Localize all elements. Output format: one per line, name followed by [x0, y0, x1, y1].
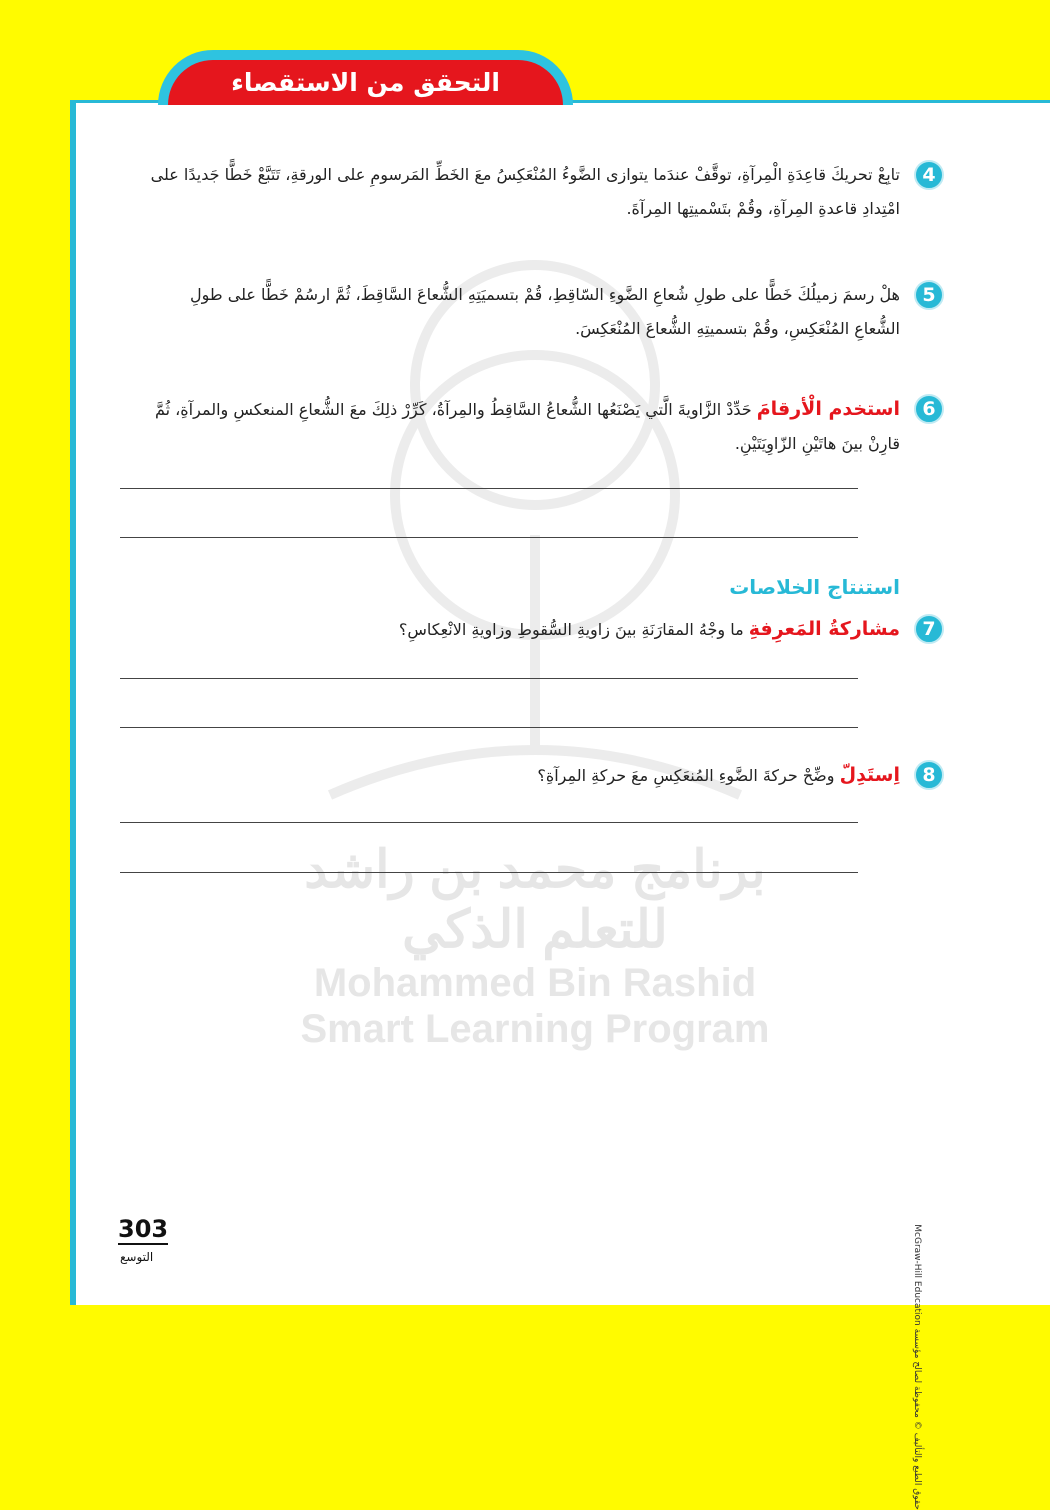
answer-line[interactable] — [120, 537, 858, 538]
question-text: حَدِّدْ الزَّاويةَ الَّتي يَصْنَعُها الشُّعاعُ السَّاقِطُ والمِرآةُ، كَرِّرْ ذلِكَ معَ الشُّعاعِ المنعكسِ والمرآةِ، ثُمَّ قارِنْ بينَ هاتَيْنِ الزّاوِيَتَيْنِ. — [154, 400, 900, 453]
question-text: هلْ رسمَ زميلُكَ خَطًّا على طولِ شُعاعِ الضَّوءِ السّاقِطِ، قُمْ بتسميَتِهِ الشُّعاعَ السَّاقِطَ، ثُمَّ ارسُمْ خَطًّا على طولِ الشُّعاعِ المُنْعَكِسِ، وقُمْ بتسميتِهِ الشُّعاعَ المُنْعَكِسَ. — [190, 285, 900, 338]
watermark-english-line2: Smart Learning Program — [300, 1007, 770, 1051]
answer-line[interactable] — [120, 872, 858, 873]
watermark-arabic-line1: برنامج محمد بن راشد — [304, 841, 766, 899]
question-4 — [140, 158, 936, 226]
watermark-arabic-line2: للتعلم الذكي — [402, 901, 668, 959]
question-text: وضِّحْ حركةَ الضَّوءِ المُنعَكِسِ معَ حركةِ المِرآةِ؟ — [537, 766, 835, 785]
answer-line[interactable] — [120, 727, 858, 728]
question-text: تابِعْ تحريكَ قاعِدَةِ الْمِرآةِ، توقَّفْ عندَما يتوازى الضَّوءُ المُنْعَكِسُ معَ الخَطِّ المَرسومِ على الورقةِ، تَتَبَّعْ خَطًّا جَديدًا على امْتِدادِ قاعدةِ المِرآةِ، وقُمْ بتَسْميتِها المِرآةَ. — [150, 165, 900, 218]
page-number: 303 — [118, 1215, 169, 1243]
question-7 — [140, 612, 936, 647]
answer-line[interactable] — [120, 678, 858, 679]
section-title: استنتاج الخلاصات — [729, 575, 900, 599]
answer-line[interactable] — [120, 488, 858, 489]
question-8 — [140, 758, 936, 793]
left-accent-bar — [70, 100, 76, 1305]
question-number-badge: 7 — [914, 614, 944, 644]
question-number-badge: 4 — [914, 160, 944, 190]
question-6 — [140, 392, 936, 461]
skill-label: مشاركةُ المَعرِفةِ — [748, 618, 900, 640]
question-text: ما وجْهُ المقارَنَةِ بينَ زاويةِ السُّقوطِ وزاويةِ الانْعِكاسِ؟ — [398, 620, 744, 639]
copyright-note: حقوق الطبع والتأليف © محفوظة لصالح مؤسسة McGraw-Hill Education — [912, 1224, 922, 1510]
answer-line[interactable] — [120, 822, 858, 823]
skill-label: استخدم الْأرقامَ — [756, 398, 900, 420]
question-5 — [140, 278, 936, 346]
skill-label: اِستَدِلّ — [839, 764, 900, 786]
watermark-english-line1: Mohammed Bin Rashid — [313, 961, 757, 1005]
page-title: التحقق من الاستقصاء — [168, 60, 563, 105]
question-number-badge: 6 — [914, 394, 944, 424]
question-number-badge: 5 — [914, 280, 944, 310]
question-number-badge: 8 — [914, 760, 944, 790]
chapter-label: التوسع — [120, 1250, 154, 1264]
